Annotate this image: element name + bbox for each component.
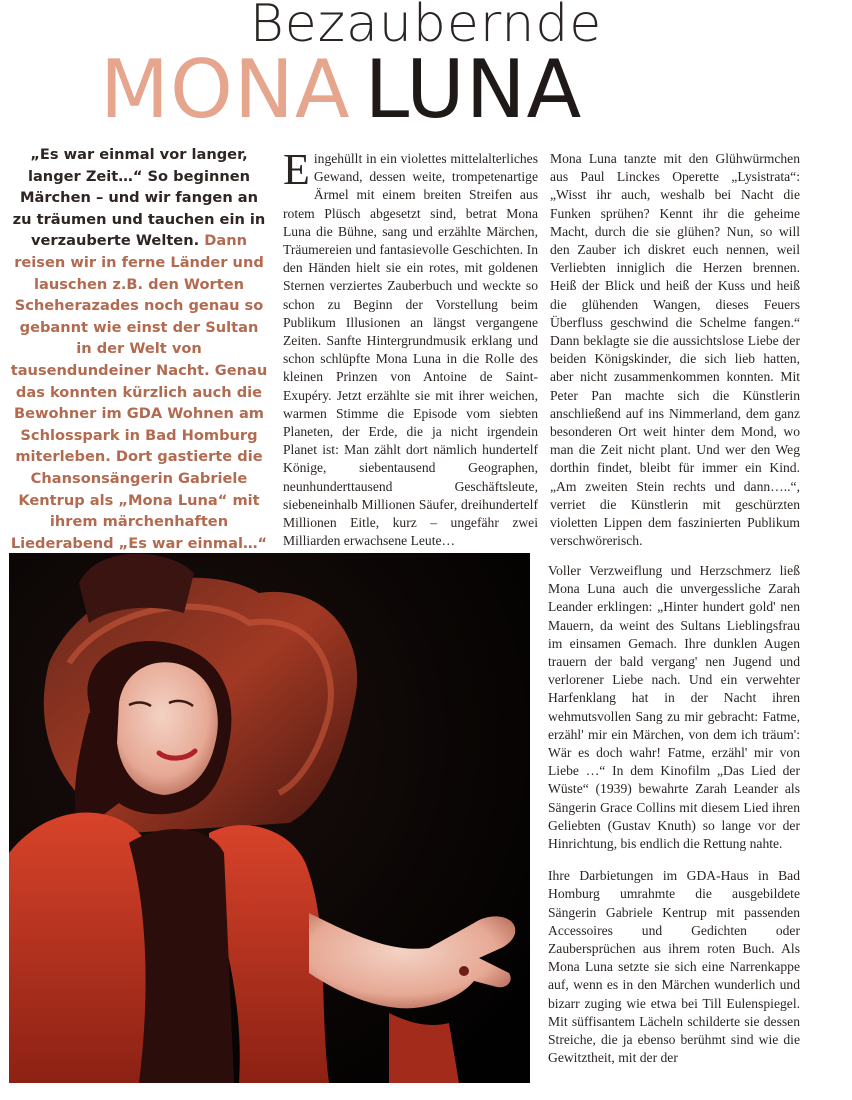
body-column-1-text: ingehüllt in ein violettes mittelalterliches Gewand, dessen weite, trompetenartige Ärmel mit einem breiten Streifen aus rotem Plüsch abgesetzt sind, betrat Mona Luna die Bühne, sang und erzählte Märchen, Träumereien und fantasievolle Geschichten. In den Händen hielt sie ein rotes, mit goldenen Sternen verziertes Zauberbuch und weckte so schon zu Beginn der Vorstellung beim Publikum Illusionen an längst vergangene Zeiten. Sanfte Hintergrundmusik erklang und schon schlüpfte Mona Luna in die Rolle des kleinen Prinzen von Antoine de Saint-Exupéry. Jetzt erzählte sie mit ihrer weichen, warmen Stimme die Episode vom siebten Planeten, der Erde, die ja nicht irgendein Planet ist: Man zählt dort nämlich hundertelf Könige, siebentausend Geographen, neunhunderttausend Geschäftsleute, siebeneinhalb Millionen Säufer, dreihundertelf Millionen Eitle, kurz – ungefähr zwei Milliarden erwachsene Leute… bbox=[283, 151, 538, 549]
headline-title bbox=[100, 43, 583, 136]
intro-lead-dark: „Es war einmal vor langer, langer Zeit…“ So beginnen Märchen – und wir fangen an zu träumen und tauchen ein in verzauberte Welten. bbox=[12, 146, 266, 250]
body-column-3 bbox=[548, 562, 800, 1081]
body-column-2-text: Mona Luna tanzte mit den Glühwürmchen aus Paul Linckes Operette „Lysistrata“: „Wisst ihr auch, weshalb bei Nacht die Funken sprühen? Kennt ihr die geheime Macht, durch die sie glühen? Nun, so will den Zauber ich diskret euch nennen, weil Verliebten inniglich die Herzen brennen. Heiß der Blick und heiß der Kuss und heiß die glühenden Wangen, dieses Feuers Überfluss geschwind die Schelme fangen.“ Dann beklagte sie die aussichtslose Liebe der beiden Königskinder, die sich lieb hatten, aber nicht zusammenkommen konnten. Mit Peter Pan machte sich die Künstlerin anschließend auf ins Nimmerland, dem ganz besonderen Ort weit hinter dem Mond, wo man die Zeit nicht plant. Und wer den Weg dorthin findet, bleibt für immer ein Kind. „Am zweiten Stein rechts und dann…..“, verriet die Künstlerin mit geschürzten violetten Lippen dem faszinierten Publikum verschwörerisch. bbox=[550, 151, 800, 549]
body-column-2 bbox=[550, 150, 800, 564]
drop-cap: E bbox=[283, 145, 310, 194]
headline-title-part2: LUNA bbox=[364, 43, 583, 136]
headline-kicker: Bezaubernde bbox=[249, 0, 603, 54]
intro-lead-accent: Dann reisen wir in ferne Länder und lauschen z.B. den Worten Scheherazades noch genau so gebannt wie einst der Sultan in der Welt von tausendundeiner Nacht. Genau das konnten kürzlich auch die Bewohner im GDA Wohnen am Schlosspark in Bad Homburg miterleben. Dort gastierte die Chansonsängerin Gabriele Kentrup als „Mona Luna“ mit ihrem märchenhaften Liederabend „Es war einmal…“ bbox=[10, 232, 268, 552]
body-column-3-paragraph-1: Voller Verzweiflung und Herzschmerz ließ Mona Luna auch die unvergessliche Zarah Leander erklingen: „Hinter hundert gold' nen Mauern, da weint des Sultans Lieblingsfrau im einsamen Gemach. Ihre dunklen Augen trauern der bald vergang' nen Jugend und verlorener Liebe nach. Und ein verwehter Harfenklang hat in der Nacht ihren wehmutsvollen Sang zu mir gebracht: Fatme, erzähl' mir ein Märchen, von dem ich träum': Wär es doch wahr! Fatme, erzähl' mir von Liebe …“ In dem Kinofilm „Das Lied der Wüste“ (1939) bewahrte Zarah Leander als Sängerin Grace Collins mit diesem Lied ihren Geliebten (Gustav Knuth) so lange vor der Hinrichtung, bis endlich die Rettung nahte. bbox=[548, 563, 800, 852]
performer-photo bbox=[9, 553, 530, 1083]
performer-photo-illustration bbox=[9, 553, 530, 1083]
body-column-1 bbox=[283, 145, 538, 564]
intro-lead bbox=[10, 144, 268, 554]
headline-title-part1: MONA bbox=[100, 43, 351, 136]
body-column-3-paragraph-2: Ihre Darbietungen im GDA-Haus in Bad Homburg umrahmte die ausgebildete Sängerin Gabriele Kentrup mit passenden Accessoires und Gedichten oder Zaubersprüchen aus ihrem roten Buch. Als Mona Luna setzte sie sich eine Narrenkappe auf, wenn es in den Märchen wunderlich und bizarr zuging wie etwa bei Till Eulenspiegel. Mit süffisantem Lächeln schilderte sie dessen Streiche, die ja ebenso berühmt sind wie die Gewitztheit, mit der der bbox=[548, 868, 800, 1066]
